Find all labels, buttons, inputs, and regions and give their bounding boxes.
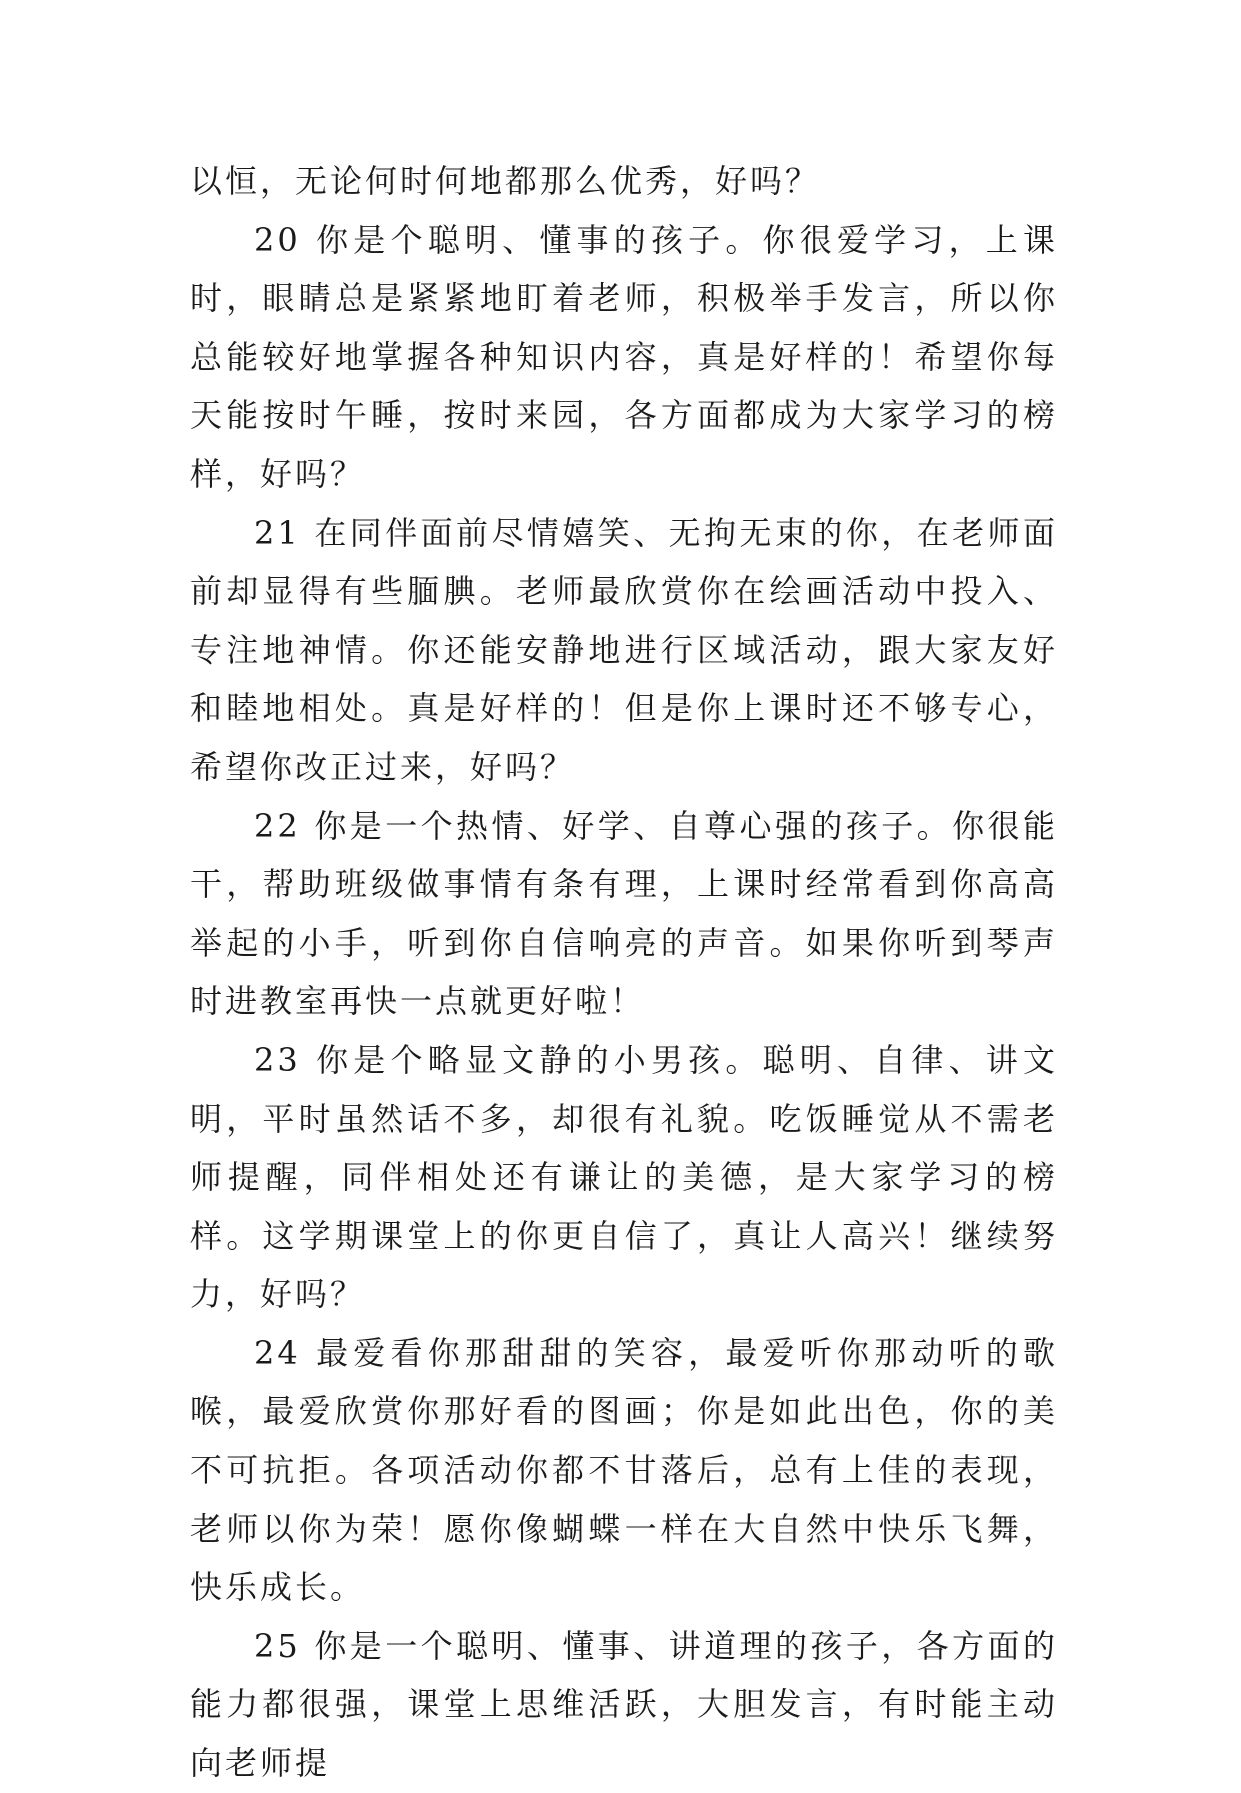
paragraph-comment-21: 21 在同伴面前尽情嬉笑、无拘无束的你，在老师面前却显得有些腼腆。老师最欣赏你在绘画活动中投入、专注地神情。你还能安静地进行区域活动，跟大家友好和睦地相处。真是好样的！但是你上课时还不够专心，希望你改正过来，好吗？ — [190, 513, 1058, 786]
paragraph-continuation: 以恒，无论何时何地都那么优秀，好吗？ — [190, 162, 821, 200]
document-body — [190, 152, 1058, 1793]
paragraph-comment-20: 20 你是个聪明、懂事的孩子。你很爱学习，上课时，眼睛总是紧紧地盯着老师，积极举手发言，所以你总能较好地掌握各种知识内容，真是好样的！希望你每天能按时午睡，按时来园，各方面都成为大家学习的榜样，好吗？ — [190, 220, 1058, 493]
paragraph-comment-25: 25 你是一个聪明、懂事、讲道理的孩子，各方面的能力都很强，课堂上思维活跃，大胆发言，有时能主动向老师提 — [190, 1626, 1058, 1783]
paragraph-comment-22: 22 你是一个热情、好学、自尊心强的孩子。你很能干，帮助班级做事情有条有理，上课时经常看到你高高举起的小手，听到你自信响亮的声音。如果你听到琴声时进教室再快一点就更好啦！ — [190, 806, 1058, 1021]
paragraph-comment-24: 24 最爱看你那甜甜的笑容，最爱听你那动听的歌喉，最爱欣赏你那好看的图画；你是如此出色，你的美不可抗拒。各项活动你都不甘落后，总有上佳的表现，老师以你为荣！愿你像蝴蝶一样在大自然中快乐飞舞，快乐成长。 — [190, 1333, 1058, 1607]
paragraph-comment-23: 23 你是个略显文静的小男孩。聪明、自律、讲文明，平时虽然话不多，却很有礼貌。吃饭睡觉从不需老师提醒，同伴相处还有谦让的美德，是大家学习的榜样。这学期课堂上的你更自信了，真让人高兴！继续努力，好吗？ — [190, 1040, 1058, 1314]
